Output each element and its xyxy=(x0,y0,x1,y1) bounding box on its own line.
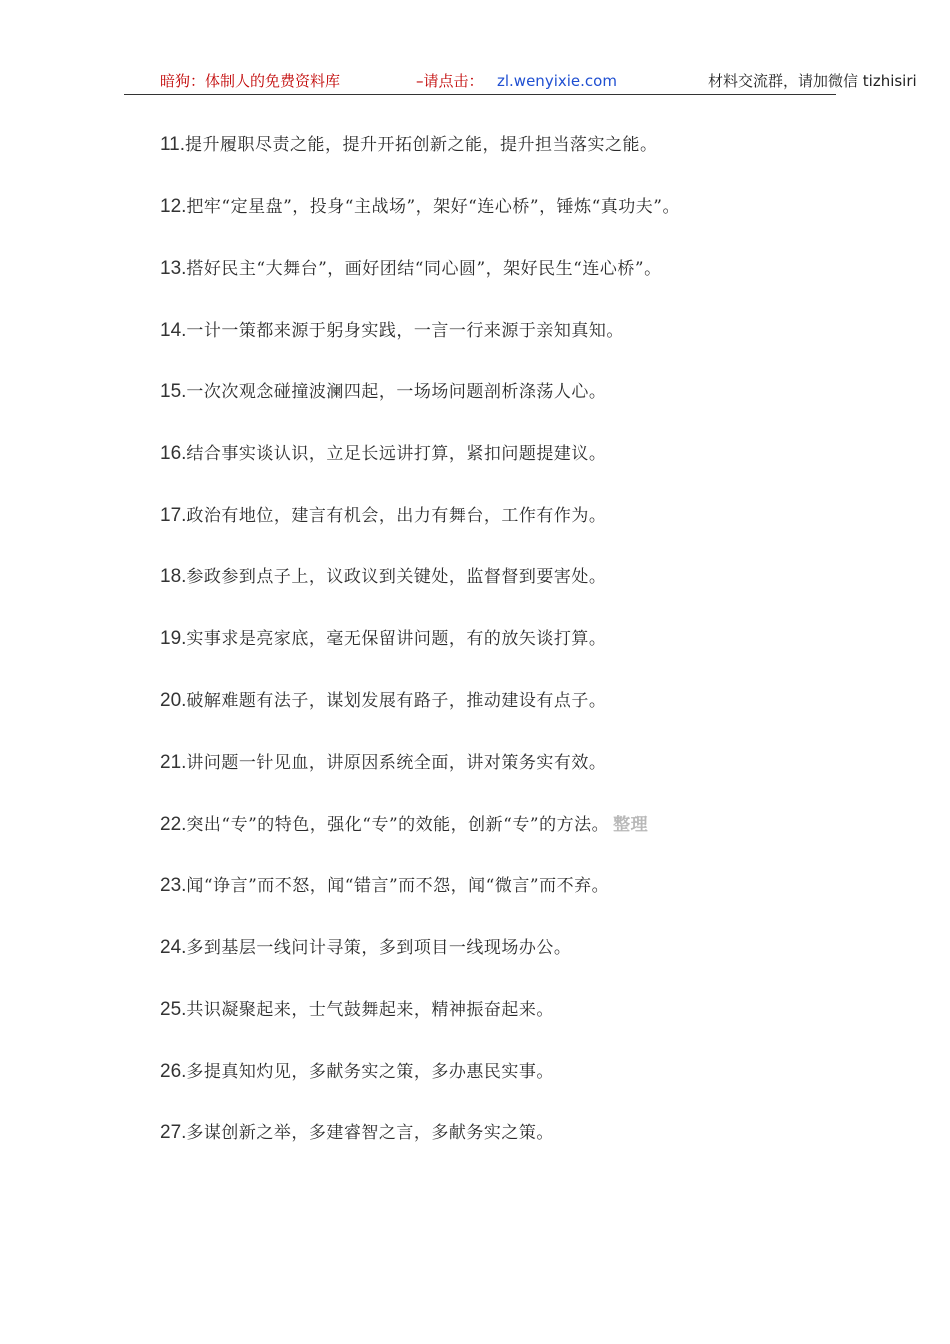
item-number: 24. xyxy=(160,937,187,958)
list-item xyxy=(160,254,662,284)
item-text: 结合事实谈认识，立足长远讲打算，紧扣问题提建议。 xyxy=(186,444,607,464)
item-text: 多提真知灼见，多献务实之策，多办惠民实事。 xyxy=(186,1062,554,1082)
item-number: 26. xyxy=(160,1061,187,1082)
header-link[interactable]: zl.wenyixie.com xyxy=(497,72,617,90)
item-number: 18. xyxy=(160,566,187,587)
item-number: 22. xyxy=(160,814,187,835)
list-item xyxy=(160,439,606,469)
list-item xyxy=(160,192,680,222)
item-number: 17. xyxy=(160,505,187,526)
item-number: 15. xyxy=(160,381,187,402)
item-number: 20. xyxy=(160,690,187,711)
item-text: 突出“专”的特色，强化“专”的效能，创新“专”的方法。 xyxy=(186,815,610,835)
list-item xyxy=(160,810,648,840)
header-cta: –请点击： xyxy=(416,72,484,90)
item-text: 一次次观念碰撞波澜四起，一场场问题剖析涤荡人心。 xyxy=(186,382,607,402)
item-text: 共识凝聚起来，士气鼓舞起来，精神振奋起来。 xyxy=(186,1000,554,1020)
item-text: 搭好民主“大舞台”，画好团结“同心圆”，架好民生“连心桥”。 xyxy=(186,259,662,279)
list-item xyxy=(160,995,554,1025)
list-item xyxy=(160,130,658,160)
header-group-info: 材料交流群，请加微信 tizhisiri xyxy=(708,72,917,90)
list-item xyxy=(160,748,606,778)
list-item xyxy=(160,686,606,716)
item-text: 闻“诤言”而不怒，闻“错言”而不怨，闻“微言”而不弃。 xyxy=(186,876,610,896)
header-brand: 暗狗：体制人的免费资料库 xyxy=(160,72,341,90)
list-item xyxy=(160,316,624,346)
item-number: 27. xyxy=(160,1122,187,1143)
list-item xyxy=(160,1057,554,1087)
item-number: 19. xyxy=(160,628,187,649)
item-number: 16. xyxy=(160,443,187,464)
item-text: 实事求是亮家底，毫无保留讲问题，有的放矢谈打算。 xyxy=(186,629,607,649)
list-item xyxy=(160,501,606,531)
item-number: 25. xyxy=(160,999,187,1020)
item-text: 政治有地位，建言有机会，出力有舞台，工作有作为。 xyxy=(186,506,607,526)
item-text: 一计一策都来源于躬身实践，一言一行来源于亲知真知。 xyxy=(186,321,624,341)
item-text: 破解难题有法子，谋划发展有路子，推动建设有点子。 xyxy=(186,691,607,711)
item-text: 提升履职尽责之能，提升开拓创新之能，提升担当落实之能。 xyxy=(185,135,658,155)
list-item xyxy=(160,624,606,654)
item-number: 12. xyxy=(160,196,187,217)
page-header xyxy=(124,68,917,95)
item-number: 11. xyxy=(160,134,186,155)
item-text: 把牢“定星盘”，投身“主战场”，架好“连心桥”，锤炼“真功夫”。 xyxy=(186,197,680,217)
list-item xyxy=(160,933,571,963)
item-number: 21. xyxy=(160,752,187,773)
list-item xyxy=(160,1118,554,1148)
item-text: 参政参到点子上，议政议到关键处，监督督到要害处。 xyxy=(186,567,607,587)
item-number: 14. xyxy=(160,320,187,341)
item-text: 多谋创新之举，多建睿智之言，多献务实之策。 xyxy=(186,1123,554,1143)
item-number: 23. xyxy=(160,875,187,896)
item-text: 多到基层一线问计寻策，多到项目一线现场办公。 xyxy=(186,938,572,958)
item-number: 13. xyxy=(160,258,187,279)
watermark-text: 整理 xyxy=(613,815,649,835)
list-item xyxy=(160,562,606,592)
item-text: 讲问题一针见血，讲原因系统全面，讲对策务实有效。 xyxy=(186,753,607,773)
list-item xyxy=(160,377,606,407)
list-item xyxy=(160,871,609,901)
